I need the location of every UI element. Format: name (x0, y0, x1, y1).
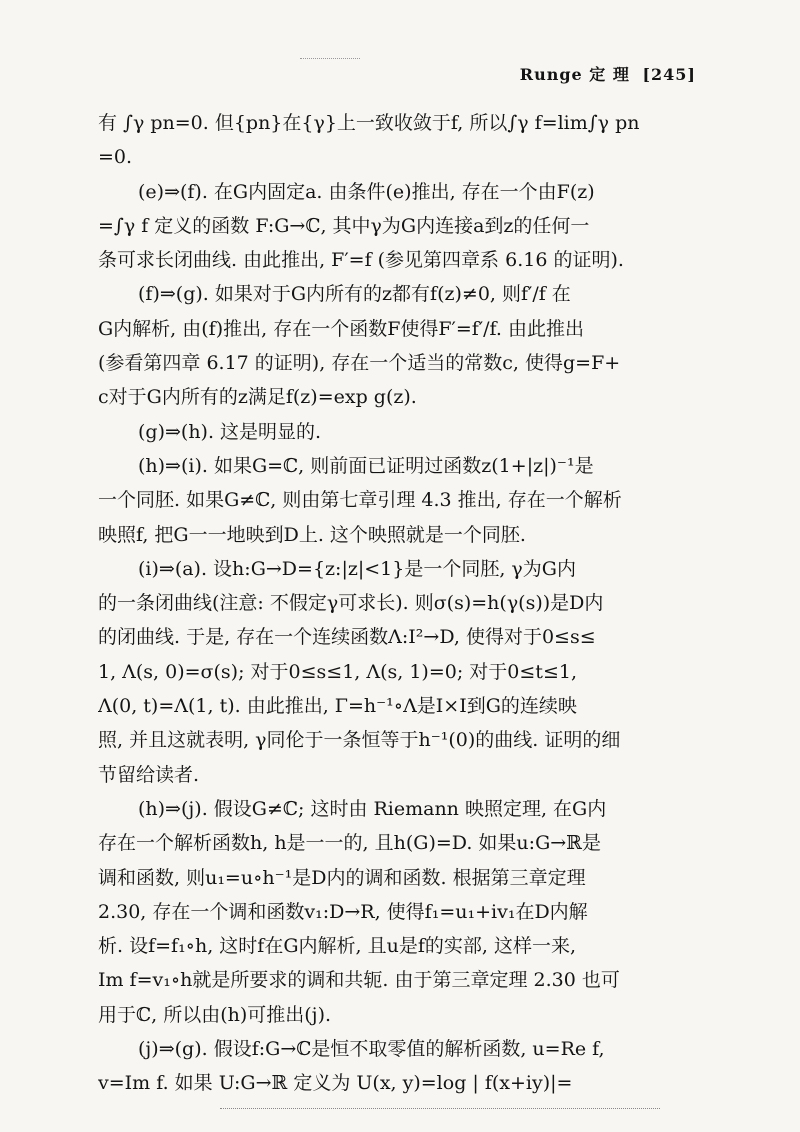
text-line: 调和函数, 则u₁=u∘h⁻¹是D内的调和函数. 根据第三章定理 (98, 866, 586, 889)
text-line: 节留给读者. (98, 763, 200, 786)
text-line: =∫γ f 定义的函数 F:G→ℂ, 其中γ为G内连接a到z的任何一 (98, 214, 590, 237)
text-line: 一个同胚. 如果G≠ℂ, 则由第七章引理 4.3 推出, 存在一个解析 (98, 489, 622, 512)
text-line: (j)⇒(g). 假设f:G→ℂ是恒不取零值的解析函数, u=Re f, (138, 1038, 605, 1061)
text-line: 有 ∫γ pn=0. 但{pn}在{γ}上一致收敛于f, 所以∫γ f=lim∫γ pn (98, 112, 640, 134)
text-line: Λ(0, t)=Λ(1, t). 由此推出, Γ=h⁻¹∘Λ是I×I到G的连续映 (98, 695, 577, 718)
text-line: 存在一个解析函数h, h是一一的, 且h(G)=D. 如果u:G→ℝ是 (98, 832, 601, 855)
text-line: 用于ℂ, 所以由(h)可推出(j). (98, 1003, 332, 1026)
text-line: 析. 设f=f₁∘h, 这时f在G内解析, 且u是f的实部, 这样一来, (98, 935, 576, 958)
text-line: 2.30, 存在一个调和函数v₁:D→R, 使得f₁=u₁+iv₁在D内解 (98, 900, 588, 923)
text-line: 照, 并且这就表明, γ同伦于一条恒等于h⁻¹(0)的曲线. 证明的细 (98, 729, 621, 752)
text-line: v=Im f. 如果 U:G→ℝ 定义为 U(x, y)=log | f(x+iy)|= (98, 1072, 573, 1095)
running-title: Runge 定 理 (519, 65, 630, 84)
text-line: =0. (98, 146, 133, 169)
text-line: (e)⇒(f). 在G内固定a. 由条件(e)推出, 存在一个由F(z) (138, 180, 595, 203)
page-number: [245] (642, 65, 696, 84)
body-text (98, 106, 696, 1101)
text-line: (h)⇒(j). 假设G≠ℂ; 这时由 Riemann 映照定理, 在G内 (138, 797, 607, 820)
text-line: 条可求长闭曲线. 由此推出, F′=f (参见第四章系 6.16 的证明). (98, 249, 624, 272)
text-line: (参看第四章 6.17 的证明), 存在一个适当的常数c, 使得g=F+ (98, 352, 621, 375)
text-line: c对于G内所有的z满足f(z)=exp g(z). (98, 386, 417, 409)
scan-artifact-top (300, 58, 360, 63)
text-line: (i)⇒(a). 设h:G→D={z:|z|<1}是一个同胚, γ为G内 (138, 557, 576, 580)
text-line: (g)⇒(h). 这是明显的. (138, 420, 322, 443)
running-header (514, 62, 696, 85)
text-line: 1, Λ(s, 0)=σ(s); 对于0≤s≤1, Λ(s, 1)=0; 对于0≤t≤1, (98, 660, 577, 683)
text-line: 映照f, 把G一一地映到D上. 这个映照就是一个同胚. (98, 523, 526, 546)
text-line: 的一条闭曲线(注意: 不假定γ可求长). 则σ(s)=h(γ(s))是D内 (98, 592, 604, 615)
text-line: 的闭曲线. 于是, 存在一个连续函数Λ:I²→D, 使得对于0≤s≤ (98, 626, 596, 649)
text-line: G内解析, 由(f)推出, 存在一个函数F使得F′=f′/f. 由此推出 (98, 317, 584, 340)
text-line: Im f=v₁∘h就是所要求的调和共轭. 由于第三章定理 2.30 也可 (98, 969, 620, 992)
scan-artifact-bottom (220, 1108, 660, 1113)
text-line: (f)⇒(g). 如果对于G内所有的z都有f(z)≠0, 则f′/f 在 (138, 283, 571, 306)
text-line: (h)⇒(i). 如果G=ℂ, 则前面已证明过函数z(1+|z|)⁻¹是 (138, 454, 594, 477)
